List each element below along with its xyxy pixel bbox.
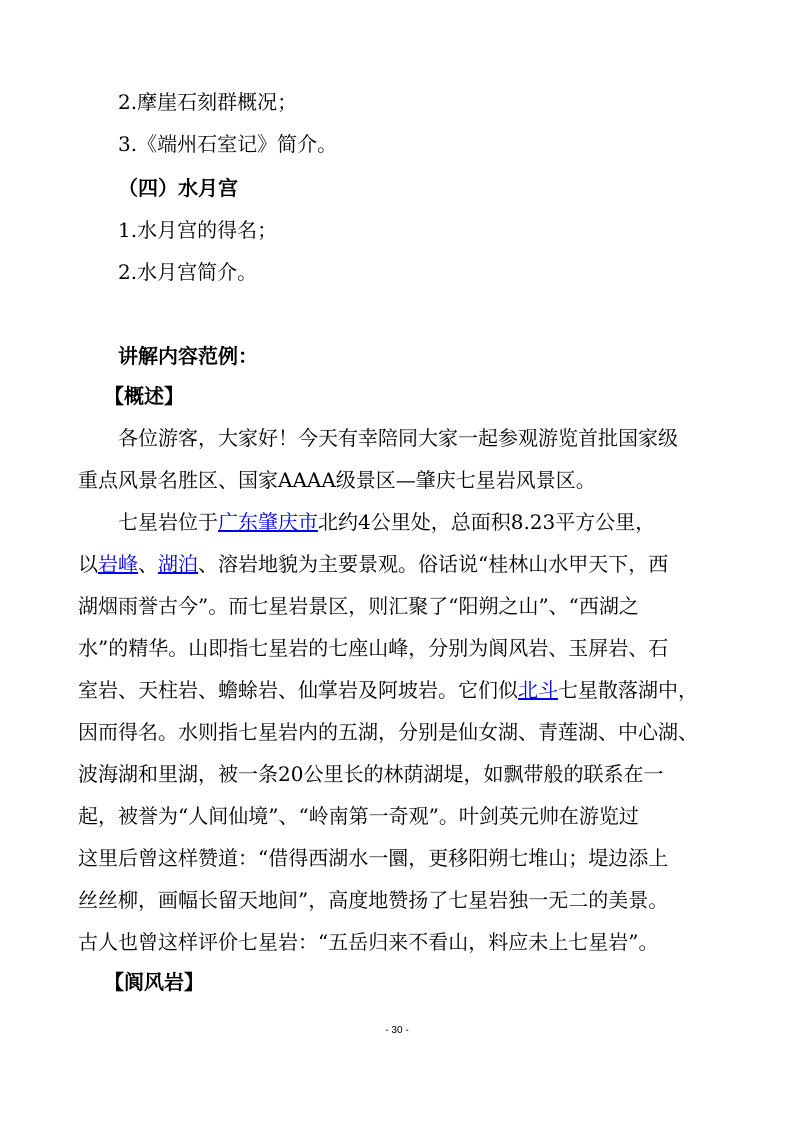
example-heading: 讲解内容范例：: [118, 344, 258, 368]
link-guangdong-zhaoqing[interactable]: 广东肇庆市: [218, 510, 318, 534]
outline-item-3: 3.《端州石室记》简介。: [118, 132, 338, 156]
text-run: 以: [78, 552, 98, 576]
page-number: - 30 -: [385, 1025, 409, 1036]
outline-sub-2: 2.水月宫简介。: [118, 260, 258, 284]
link-yanfeng[interactable]: 岩峰: [98, 552, 138, 576]
overview-line: 丝丝柳，画幅长留天地间”，高度地赞扬了七星岩独一无二的美景。: [78, 888, 669, 912]
overview-line: 古人也曾这样评价七星岩：“五岳归来不看山，料应未上七星岩”。: [78, 930, 659, 954]
text-run: 七星岩位于: [118, 510, 218, 534]
outline-sub-1: 1.水月宫的得名；: [118, 218, 278, 242]
text-run: 、溶岩地貌为主要景观。俗话说“桂林山水甲天下，西: [198, 552, 669, 576]
langfeng-heading: 【阆风岩】: [104, 970, 204, 994]
text-run: 北约4公里处，总面积8.23平方公里，: [318, 510, 656, 534]
overview-line: 波海湖和里湖，被一条20公里长的林荫湖堤，如飘带般的联系在一: [78, 762, 664, 786]
overview-line: [78, 676, 698, 704]
overview-line: 这里后曾这样赞道：“借得西湖水一圜，更移阳朔七堆山；堤边添上: [78, 846, 669, 870]
overview-line: 水”的精华。山即指七星岩的七座山峰，分别为阆风岩、玉屏岩、石: [78, 636, 669, 660]
text-run: 、: [138, 552, 158, 576]
outline-item-2: 2.摩崖石刻群概况；: [118, 90, 298, 114]
overview-line: [78, 550, 668, 578]
overview-line: 湖烟雨誉古今”。而七星岩景区，则汇聚了“阳朔之山”、“西湖之: [78, 594, 639, 618]
overview-line: 重点风景名胜区、国家AAAA级景区—肇庆七星岩风景区。: [78, 468, 596, 492]
link-hubo[interactable]: 湖泊: [158, 552, 198, 576]
text-run: 七星散落湖中，: [558, 678, 698, 702]
overview-line: [118, 508, 655, 536]
overview-line: 起，被誉为“人间仙境”、“岭南第一奇观”。叶剑英元帅在游览过: [78, 804, 639, 828]
overview-line: 因而得名。水则指七星岩内的五湖，分别是仙女湖、青莲湖、中心湖、: [78, 720, 698, 744]
link-beidou[interactable]: 北斗: [518, 678, 558, 702]
overview-heading: 【概述】: [104, 384, 184, 408]
text-run: 室岩、天柱岩、蟾蜍岩、仙掌岩及阿坡岩。它们似: [78, 678, 518, 702]
overview-line: 各位游客，大家好！今天有幸陪同大家一起参观游览首批国家级: [118, 426, 678, 450]
section-heading: （四）水月宫: [118, 176, 238, 200]
